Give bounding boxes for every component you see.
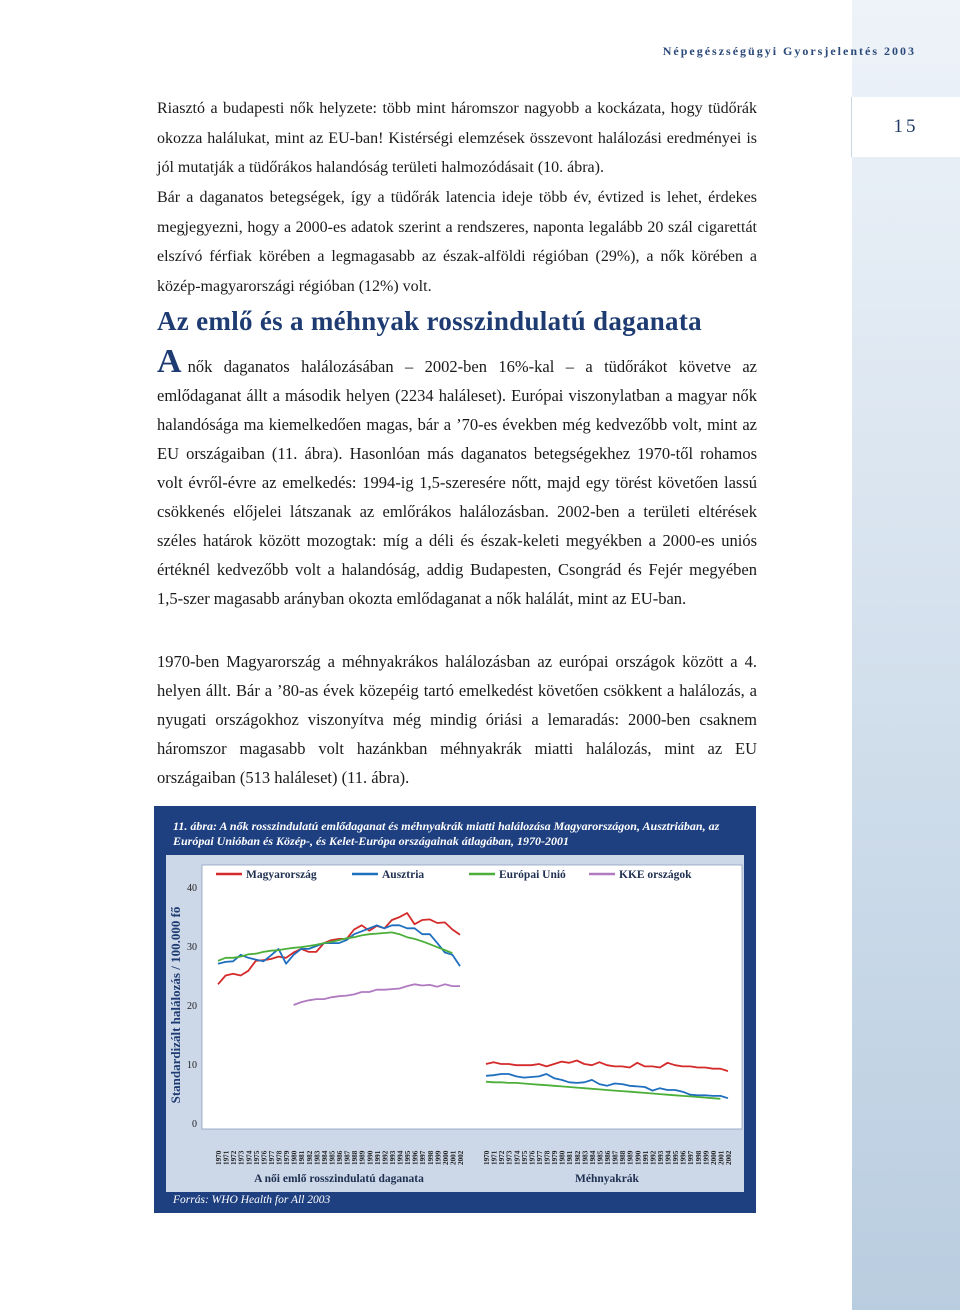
x-tick-label: 1989: [358, 1150, 367, 1165]
x-tick-label: 1989: [626, 1150, 635, 1165]
page-number: 15: [851, 97, 960, 157]
dropcap: A: [157, 343, 182, 380]
x-tick-label: 2001: [449, 1150, 458, 1165]
x-tick-label: 1980: [290, 1150, 299, 1165]
x-tick-label: 1985: [328, 1150, 337, 1165]
x-tick-label: 1977: [535, 1150, 544, 1165]
x-tick-label: 2001: [717, 1150, 726, 1165]
figure-source: Forrás: WHO Health for All 2003: [173, 1194, 331, 1206]
legend-label: Magyarország: [246, 869, 317, 881]
paragraph-1: Riasztó a budapesti nők helyzete: több mint háromszor nagyobb a kockázata, hogy tüdőrák okozza halálukat, mint az EU-ban! Kistérségi elemzések összevont halálozási eredményei is jól mutatják a tüdőrákos halandóság területi halmozódásait (10. ábra).: [157, 100, 757, 176]
panel-label: Méhnyakrák: [575, 1173, 639, 1185]
y-axis-label: Standardizált halálozás / 100.000 fő: [168, 906, 183, 1104]
y-tick-label: 20: [187, 1001, 197, 1012]
x-tick-label: 1970: [215, 1150, 223, 1165]
x-tick-label: 2002: [725, 1150, 733, 1165]
x-tick-label: 1976: [528, 1150, 537, 1165]
x-tick-label: 1997: [687, 1150, 696, 1165]
x-tick-label: 1982: [305, 1150, 314, 1165]
x-tick-label: 1978: [275, 1150, 284, 1165]
y-tick-label: 40: [187, 883, 197, 894]
x-tick-label: 1982: [573, 1150, 582, 1165]
x-tick-label: 1993: [388, 1150, 397, 1165]
x-tick-label: 2000: [709, 1150, 718, 1165]
running-header: Népegészségügyi Gyorsjelentés 2003: [662, 44, 916, 58]
x-tick-label: 1984: [320, 1150, 329, 1165]
x-tick-label: 1998: [426, 1150, 435, 1165]
x-tick-label: 1971: [490, 1150, 499, 1165]
x-tick-label: 1993: [656, 1150, 665, 1165]
x-tick-label: 1986: [604, 1150, 612, 1165]
x-tick-label: 1984: [588, 1150, 597, 1165]
legend-label: KKE országok: [619, 869, 692, 881]
y-tick-label: 0: [192, 1119, 197, 1130]
x-tick-label: 1975: [252, 1150, 261, 1165]
figure-11: [154, 806, 756, 1213]
x-tick-label: 1972: [230, 1150, 239, 1165]
x-tick-label: 1990: [366, 1150, 375, 1165]
section-title: Az emlő és a méhnyak rosszindulatú daganata: [157, 306, 702, 336]
chart-panel: [166, 855, 744, 1192]
x-tick-label: 1983: [313, 1150, 322, 1165]
x-tick-label: 1995: [672, 1150, 681, 1165]
x-tick-label: 1981: [566, 1150, 575, 1165]
x-tick-label: 1991: [641, 1150, 650, 1165]
x-tick-label: 1978: [543, 1150, 552, 1165]
x-tick-label: 1983: [581, 1150, 590, 1165]
x-tick-label: 2000: [441, 1150, 450, 1165]
figure-caption: 11. ábra: A nők rosszindulatú emlődaganat és méhnyakrák miatti halálozása Magyarországon, Ausztriában, az Európai Unióban és Közép-, és Kelet-Európa országainak átlagában, 1970-2001: [173, 819, 720, 848]
x-tick-label: 1974: [513, 1150, 522, 1165]
x-tick-label: 1994: [396, 1150, 405, 1165]
x-tick-label: 1974: [245, 1150, 254, 1165]
x-tick-label: 1992: [649, 1150, 658, 1165]
x-tick-label: 1996: [411, 1150, 420, 1165]
x-tick-label: 1988: [619, 1150, 628, 1165]
decorative-sidebar: [852, 0, 960, 1310]
legend-label: Ausztria: [382, 869, 425, 881]
x-tick-label: 1973: [237, 1150, 246, 1165]
x-tick-label: 1999: [702, 1150, 711, 1165]
legend-label: Európai Unió: [499, 869, 566, 881]
paragraph-3: [157, 343, 757, 613]
panel-label: A női emlő rosszindulatú daganata: [254, 1173, 424, 1185]
x-tick-label: 1998: [694, 1150, 703, 1165]
x-tick-label: 1988: [351, 1150, 360, 1165]
x-tick-label: 1981: [298, 1150, 307, 1165]
x-tick-label: 1996: [679, 1150, 688, 1165]
x-tick-label: 1973: [505, 1150, 514, 1165]
x-tick-label: 1991: [373, 1150, 382, 1165]
x-tick-label: 1995: [404, 1150, 413, 1165]
x-tick-label: 1980: [558, 1150, 567, 1165]
x-tick-label: 1999: [434, 1150, 443, 1165]
x-tick-label: 1977: [267, 1150, 276, 1165]
x-tick-label: 1979: [551, 1150, 560, 1165]
plot-area: [202, 865, 742, 1129]
x-tick-label: 1987: [611, 1150, 620, 1165]
x-tick-label: 2002: [457, 1150, 465, 1165]
chart-svg: [166, 855, 744, 1192]
x-tick-label: 1990: [634, 1150, 643, 1165]
x-tick-label: 1987: [343, 1150, 352, 1165]
x-tick-label: 1970: [483, 1150, 491, 1165]
x-tick-label: 1986: [336, 1150, 344, 1165]
x-tick-label: 1971: [222, 1150, 231, 1165]
x-tick-label: 1997: [419, 1150, 428, 1165]
x-tick-label: 1975: [520, 1150, 529, 1165]
x-tick-label: 1994: [664, 1150, 673, 1165]
x-tick-label: 1985: [596, 1150, 605, 1165]
x-tick-label: 1972: [498, 1150, 507, 1165]
paragraph-3-text: nők daganatos halálozásában – 2002-ben 16%-kal – a tüdőrákot követve az emlődaganat állt a második helyen (2234 haláleset). Európai viszonylatban a magyar nők halandósága ma kiemelkedően magas, bár a ’70-es években még kedvezőbb volt, mint az EU országaiban (11. ábra). Hasonlóan más daganatos betegségekhez 1970-től rohamos volt évről-évre az emelkedés: 1994-ig 1,5-szeresére nőtt, majd egy törést követően lassú csökkenés előjelei látszanak az emlőrákos halálozásban. 2002-ben a területi eltérések széles határok között mozogtak: míg a déli és észak-keleti megyékben a 2000-es uniós értéknél kedvezőbb volt a halandóság, addig Budapesten, Csongrád és Fejér megyében 1,5-szer magasabb arányban okozta emlődaganat a nők halálát, mint az EU-ban.: [157, 357, 757, 608]
paragraph-4: 1970-ben Magyarország a méhnyakrákos halálozásban az európai országok között a 4. helyen állt. Bár a ’80-as évek közepéig tartó emelkedést követően csökkent a halálozás, a nyugati országokhoz viszonyítva még mindig óriási a lemaradás: 2000-ben csaknem háromszor magasabb volt hazánkban méhnyakrák miatti halálozás, mint az EU országaiban (513 haláleset) (11. ábra).: [157, 652, 757, 787]
y-tick-label: 30: [187, 942, 197, 953]
x-tick-label: 1979: [283, 1150, 292, 1165]
x-tick-label: 1976: [260, 1150, 269, 1165]
y-tick-label: 10: [187, 1060, 197, 1071]
x-tick-label: 1992: [381, 1150, 390, 1165]
paragraph-2: Bár a daganatos betegségek, így a tüdőrák latencia ideje több év, évtized is lehet, érdekes megjegyezni, hogy a 2000-es adatok szerint a rendszeres, naponta legalább 20 szál cigarettát elszívó férfiak körében a legmagasabb az észak-alföldi régióban (29%), a nők körében a közép-magyarországi régióban (12%) volt.: [157, 189, 757, 295]
